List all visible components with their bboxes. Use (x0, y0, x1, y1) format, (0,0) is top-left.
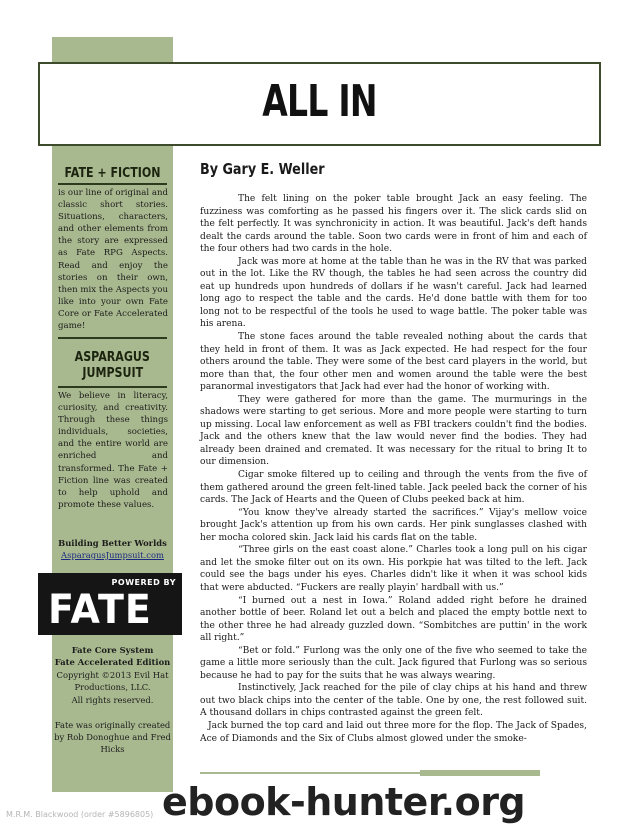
asparagus-heading-line2: JUMPSUIT (82, 366, 143, 381)
logo-powered-by: POWERED BY (111, 578, 176, 587)
story-paragraph: Instinctively, Jack reached for the pile of clay chips at his hand and threw out two black chips into the center of the table. One by one, the rest followed suit. A thousand dollars in chips contrasted against the green felt. (200, 683, 587, 719)
story-paragraph: “I burned out a nest in Iowa.” Roland added right before he drained another bottle of beer. Roland let out a belch and placed the empty bottle next to the other three he had already guzzled down. “Sombitches are puttin' in the work all right.” (200, 595, 587, 644)
sidebar-divider (58, 386, 167, 388)
credits-line3: Copyright ©2013 Evil Hat Productions, LLC. (56, 670, 169, 692)
credits-line2: Fate Accelerated Edition (54, 657, 171, 667)
story-paragraph: Jack was more at home at the table than he was in the RV that was parked out in the lot. Like the RV though, the tables he had seen across the country did eat up hundreds upon hundreds of dollars if he wasn't careful. Jack had learned long ago to respect the table and the cards. He'd done battle with them for too long not to be respectful of the tools he used to wage battle. The poker table was his arena. (200, 256, 587, 330)
sidebar-divider (58, 337, 167, 339)
asparagus-heading-line1: ASPARAGUS (74, 350, 151, 365)
asparagus-link[interactable]: AsparagusJumpsuit.com (61, 550, 164, 560)
order-note: M.R.M. Blackwood (order #5896805) (6, 810, 154, 819)
story-paragraph: “You know they've already started the sacrifices.” Vijay's mellow voice brought Jack's attention up from his own cards. Her pink sunglasses clashed with her mocha colored skin. Jack laid his cards flat on the table. (200, 507, 587, 543)
story-paragraph: Jack burned the top card and laid out three more for the flop. The Jack of Spades, Ace of Diamonds and the Six of Clubs almost glowed under the smoke- (200, 720, 587, 744)
credits-line5: Fate was originally created by Rob Donoghue and Fred Hicks (54, 720, 171, 754)
logo-fate-word: FATE (48, 587, 152, 633)
title-box (38, 62, 601, 146)
story-paragraph: Cigar smoke filtered up to ceiling and through the vents from the five of them gathered around the green felt-lined table. Jack peeled back the corner of his cards. The Jack of Hearts and the Queen of Clubs peeked back at him. (200, 470, 587, 506)
credits-line4: All rights reserved. (71, 695, 154, 705)
sidebar-divider (58, 183, 167, 185)
author-byline: By Gary E. Weller (200, 160, 325, 178)
credits-line1: Fate Core System (71, 645, 154, 655)
watermark: ebook-hunter.org (162, 780, 526, 824)
fate-fiction-description: is our line of original and classic short stories. Situations, characters, and other elements from the story are expressed as Fate RPG Aspects. Read and enjoy the stories on their own, then mix the Aspects you like into your own Fate Core or Fate Accelerated game! (58, 188, 168, 332)
story-paragraph: The felt lining on the poker table brought Jack an easy feeling. The fuzziness was comforting as he passed his fingers over it. The slick cards slid on the felt perfectly. It was synchronicity in action. It was beautiful. Jack's deft hands dealt the cards around the table. Soon two cards were in front of him and each of the four others had two cards in the hole. (200, 194, 587, 255)
story-paragraph: They were gathered for more than the game. The murmurings in the shadows were starting to get serious. More and more people were starting to turn up missing. Local law enforcement as well as FBI trackers couldn't find the bodies. Jack and the others knew that the law would never find the bodies. They had already been drained and cremated. It was necessary for the ritual to bring It to our dimension. (200, 394, 587, 468)
story-body (200, 193, 587, 745)
fate-fiction-heading: FATE + FICTION (64, 166, 161, 181)
footer-accent (420, 770, 540, 776)
page-title: ALL IN (262, 76, 377, 127)
powered-by-fate-logo (38, 573, 182, 635)
story-paragraph: The stone faces around the table revealed nothing about the cards that they held in front of them. It was as Jack expected. He had respect for the four others around the table. They were some of the best card players in the world, but more than that, the four other men and women around the table were the best paranormal investigators that Jack had ever had the honor of working with. (200, 332, 587, 393)
building-better-worlds: Building Better Worlds (58, 538, 167, 548)
asparagus-description: We believe in literacy, curiosity, and creativity. Through these things individuals, societies, and the entire world are enriched and transformed. The Fate + Fiction line was created to help uphold and promote these values. (58, 391, 168, 510)
story-paragraph: “Three girls on the east coast alone.” Charles took a long pull on his cigar and let the smoke filter out on its own. His porkpie hat was tilted to the left. Jack could see the bags under his eyes. Charles didn't like it when it was school kids that were abducted. “Fuckers are really playin' hardball with us.” (200, 545, 587, 593)
story-paragraph: “Bet or fold.” Furlong was the only one of the five who seemed to take the game a little more seriously than the cult. Jack figured that Furlong was so serious because he had to pay for the suits that he was always wearing. (200, 645, 587, 681)
